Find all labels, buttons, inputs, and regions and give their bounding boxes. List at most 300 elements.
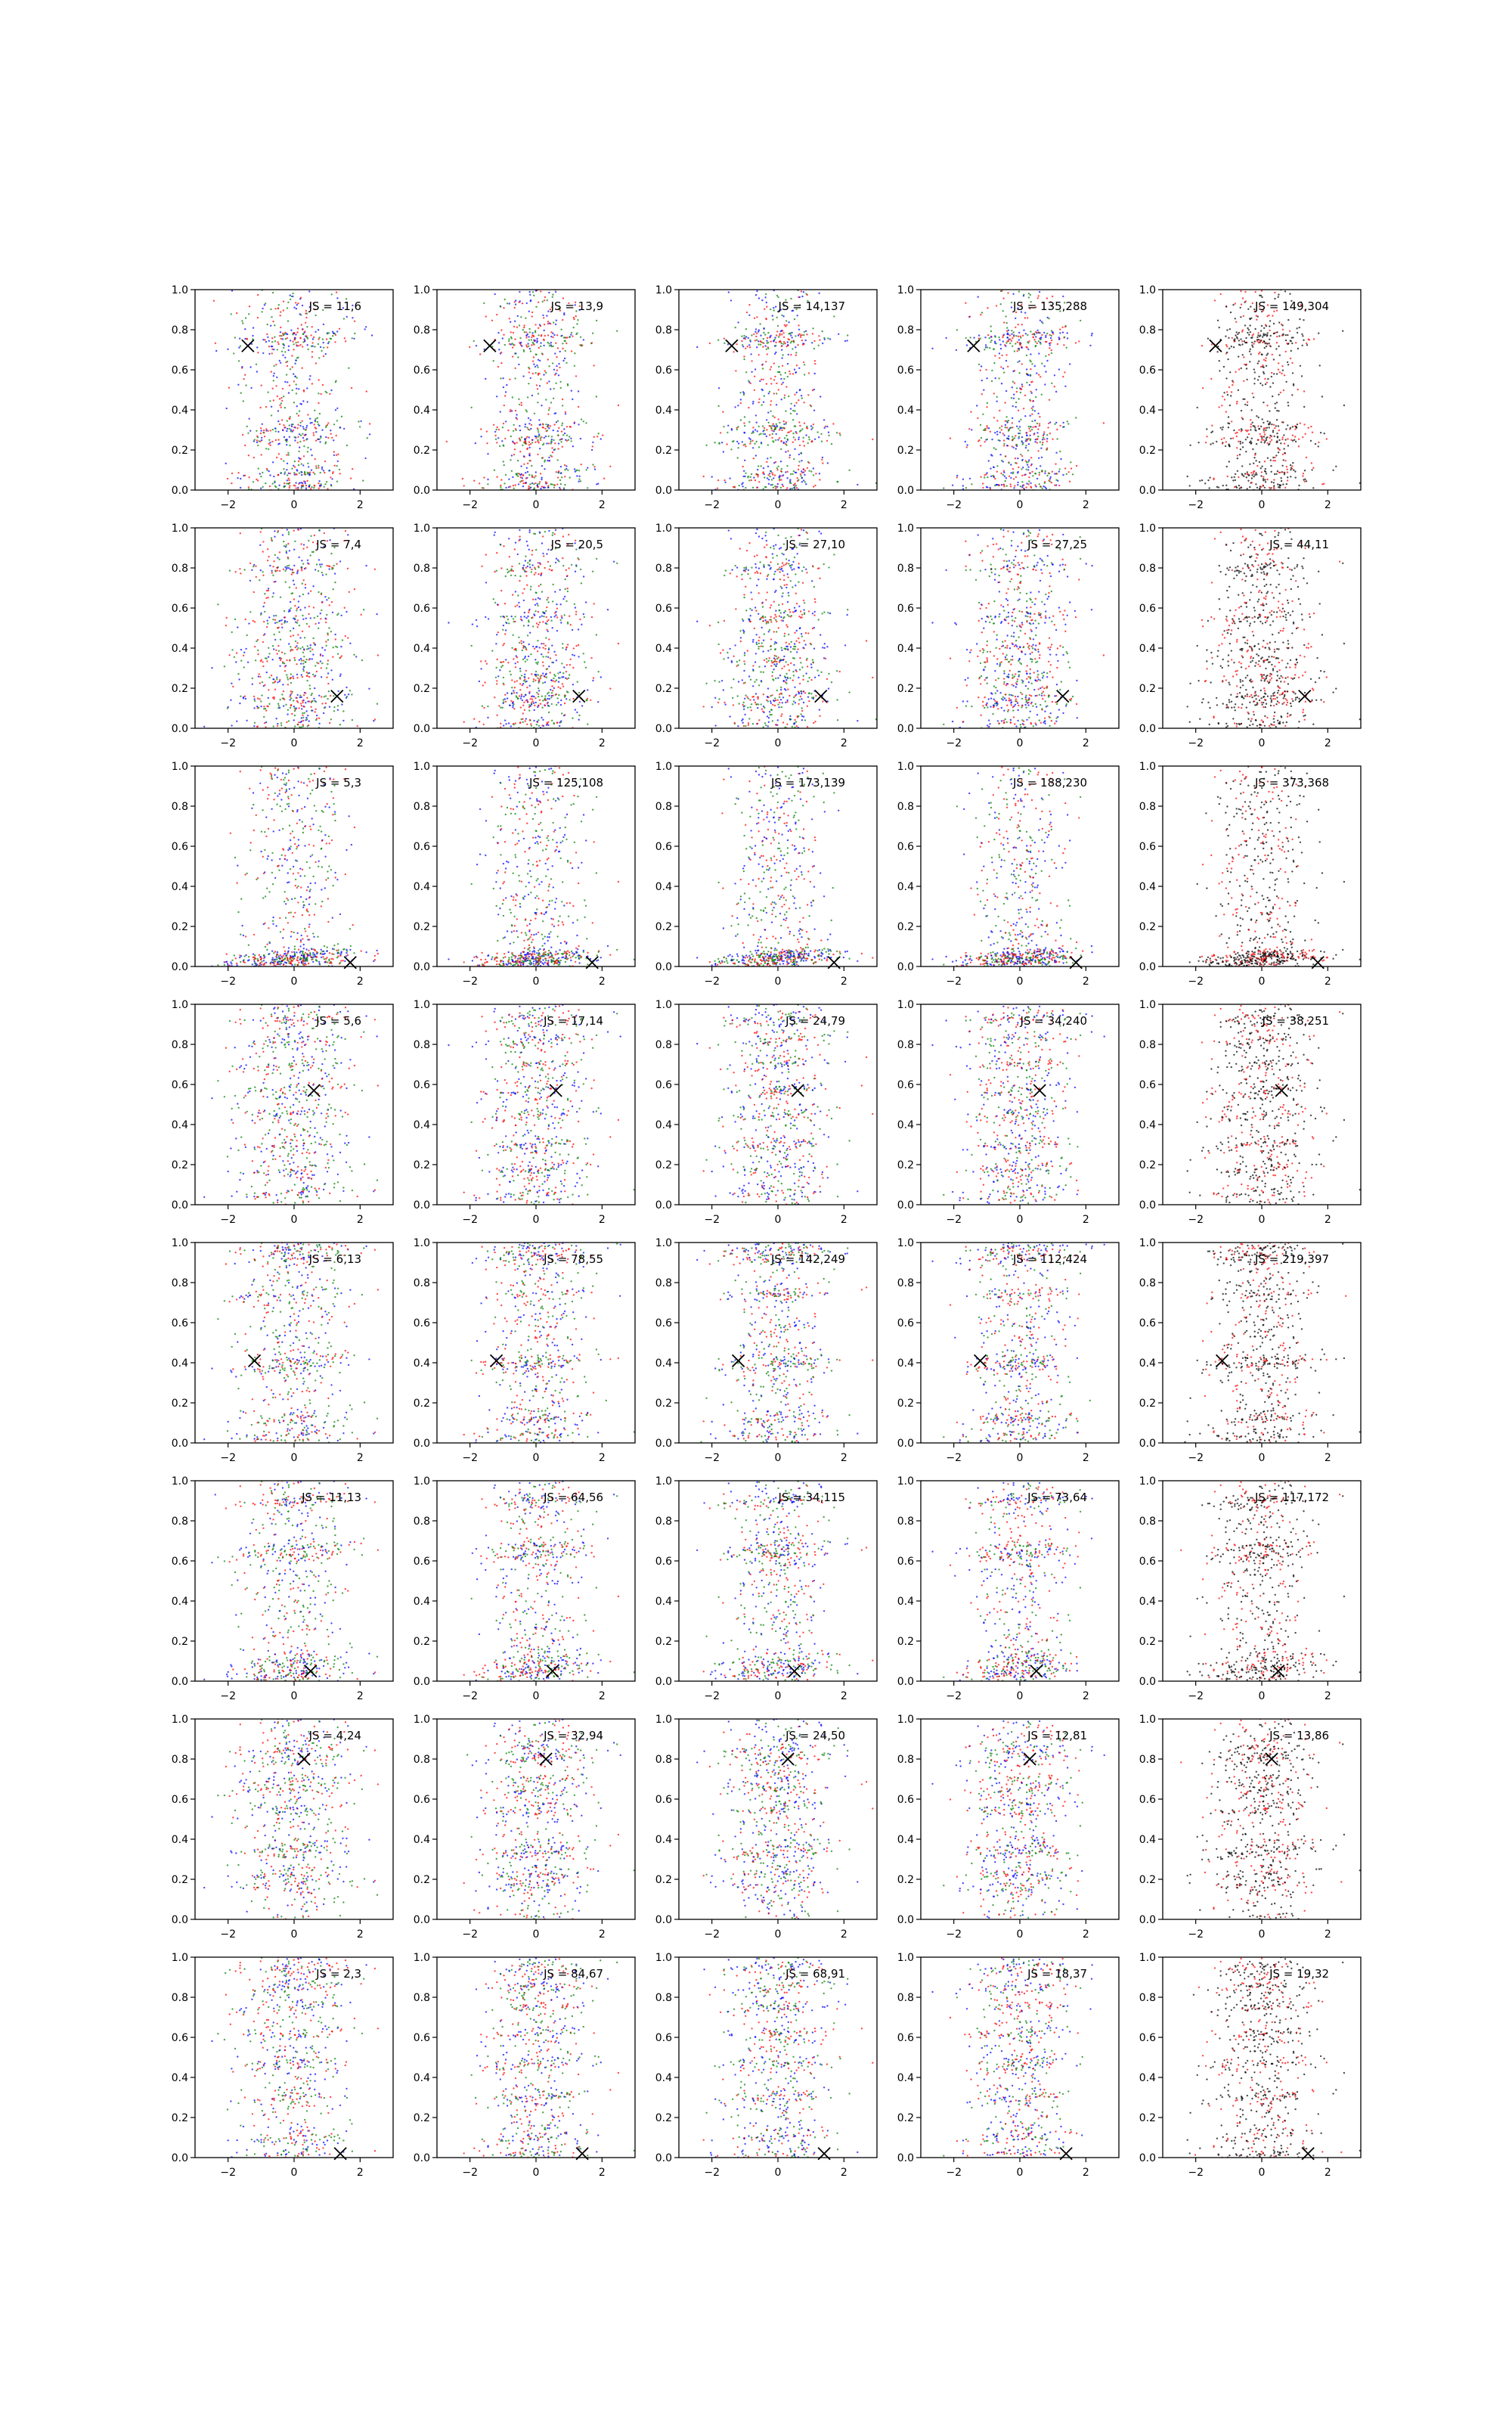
- scatter-point: [566, 426, 568, 427]
- scatter-point: [1259, 342, 1260, 343]
- scatter-point: [1295, 476, 1297, 478]
- scatter-point: [538, 436, 539, 437]
- scatter-point: [260, 427, 262, 429]
- scatter-point: [315, 440, 317, 442]
- scatter-point: [256, 439, 258, 441]
- scatter-point: [554, 533, 556, 535]
- scatter-point: [801, 340, 803, 341]
- scatter-point: [1025, 445, 1027, 446]
- scatter-point: [1017, 341, 1018, 343]
- scatter-point: [547, 358, 549, 360]
- scatter-point: [494, 532, 496, 533]
- scatter-point: [312, 674, 314, 675]
- scatter-point: [569, 436, 570, 437]
- scatter-point: [1254, 340, 1256, 342]
- scatter-point: [1253, 457, 1255, 458]
- scatter-point: [277, 653, 278, 654]
- scatter-point: [296, 383, 297, 385]
- scatter-point: [525, 720, 526, 721]
- scatter-point: [293, 549, 295, 551]
- scatter-point: [779, 422, 780, 424]
- scatter-point: [1058, 470, 1060, 472]
- scatter-point: [540, 424, 541, 425]
- scatter-point: [1066, 347, 1067, 349]
- scatter-point: [1031, 392, 1033, 394]
- scatter-point: [296, 413, 298, 414]
- scatter-point: [1021, 386, 1023, 387]
- scatter-point: [293, 628, 294, 629]
- scatter-point: [313, 607, 314, 608]
- scatter-point: [279, 570, 280, 572]
- scatter-point: [794, 410, 795, 411]
- scatter-point: [303, 694, 305, 696]
- scatter-point: [297, 341, 299, 343]
- scatter-point: [578, 476, 580, 477]
- scatter-point: [519, 342, 520, 343]
- scatter-point: [1264, 347, 1266, 349]
- scatter-point: [993, 417, 995, 418]
- scatter-point: [794, 318, 795, 320]
- scatter-point: [315, 467, 317, 469]
- scatter-point: [1032, 409, 1033, 411]
- scatter-point: [280, 327, 281, 328]
- scatter-point: [1269, 427, 1270, 428]
- scatter-point: [279, 666, 280, 667]
- scatter-point: [1039, 483, 1040, 485]
- scatter-point: [327, 672, 329, 674]
- scatter-point: [253, 725, 255, 727]
- scatter-point: [1301, 334, 1303, 335]
- scatter-point: [277, 410, 279, 411]
- scatter-point: [821, 441, 823, 442]
- scatter-point: [551, 436, 553, 437]
- scatter-point: [296, 677, 298, 678]
- scatter-point: [315, 418, 317, 420]
- x-tick-label: 0: [1259, 499, 1266, 511]
- scatter-point: [283, 334, 284, 335]
- scatter-point: [525, 331, 527, 333]
- scatter-point: [258, 467, 259, 469]
- scatter-point: [750, 441, 751, 442]
- scatter-point: [304, 712, 305, 714]
- scatter-point: [526, 427, 528, 428]
- scatter-point: [1018, 410, 1019, 411]
- scatter-point: [321, 563, 323, 565]
- scatter-point: [788, 354, 789, 355]
- scatter-point: [496, 396, 497, 397]
- scatter-point: [284, 622, 285, 623]
- scatter-point: [718, 443, 720, 445]
- scatter-point: [780, 427, 782, 428]
- scatter-point: [226, 408, 228, 409]
- scatter-point: [564, 464, 565, 466]
- scatter-point: [986, 425, 987, 427]
- scatter-point: [557, 448, 559, 449]
- scatter-point: [1266, 427, 1268, 429]
- scatter-point: [540, 346, 541, 347]
- scatter-point: [1263, 334, 1264, 336]
- scatter-point: [321, 572, 323, 573]
- scatter-point: [522, 445, 523, 446]
- scatter-point: [752, 401, 754, 402]
- scatter-point: [528, 625, 529, 626]
- scatter-point: [1027, 461, 1029, 462]
- scatter-point: [1003, 470, 1005, 472]
- scatter-point: [521, 619, 522, 621]
- scatter-point: [741, 336, 742, 337]
- scatter-point: [1310, 426, 1312, 427]
- scatter-point: [767, 474, 769, 476]
- scatter-point: [548, 638, 550, 640]
- scatter-point: [989, 487, 990, 489]
- scatter-point: [1046, 448, 1048, 449]
- scatter-point: [1012, 386, 1013, 388]
- scatter-point: [740, 399, 742, 400]
- scatter-point: [1241, 428, 1242, 430]
- y-tick-label: 1.0: [1139, 284, 1156, 296]
- scatter-point: [735, 327, 736, 328]
- scatter-point: [1001, 355, 1002, 356]
- scatter-point: [483, 476, 485, 478]
- scatter-point: [1238, 389, 1239, 391]
- scatter-point: [825, 426, 826, 427]
- scatter-point: [1021, 383, 1023, 385]
- scatter-point: [488, 618, 489, 619]
- scatter-point: [255, 566, 256, 567]
- scatter-point: [538, 678, 540, 680]
- scatter-point: [931, 348, 933, 349]
- scatter-point: [529, 632, 531, 634]
- scatter-point: [1041, 321, 1043, 322]
- scatter-point: [538, 327, 539, 329]
- scatter-point: [354, 588, 355, 590]
- scatter-point: [1272, 315, 1273, 316]
- scatter-point: [335, 638, 336, 640]
- scatter-point: [532, 361, 534, 362]
- scatter-point: [274, 554, 276, 556]
- scatter-point: [745, 487, 746, 489]
- scatter-point: [271, 414, 272, 416]
- scatter-point: [1026, 355, 1027, 356]
- scatter-point: [572, 667, 574, 669]
- scatter-point: [301, 708, 302, 709]
- scatter-point: [754, 479, 756, 481]
- scatter-point: [286, 482, 287, 484]
- scatter-point: [318, 662, 319, 664]
- scatter-point: [1010, 483, 1012, 485]
- scatter-point: [528, 474, 530, 476]
- js-label: JS = 7,4: [315, 538, 361, 551]
- scatter-point: [737, 405, 739, 406]
- scatter-point: [742, 482, 743, 483]
- scatter-point: [1075, 417, 1077, 418]
- scatter-point: [763, 328, 764, 330]
- scatter-point: [541, 405, 542, 406]
- scatter-point: [334, 582, 336, 583]
- scatter-point: [1222, 429, 1223, 430]
- scatter-point: [806, 426, 807, 427]
- scatter-point: [1021, 324, 1023, 325]
- scatter-point: [1300, 365, 1301, 367]
- scatter-point: [564, 614, 565, 616]
- scatter-point: [1033, 337, 1034, 338]
- scatter-point: [1002, 335, 1004, 337]
- scatter-point: [1222, 485, 1224, 486]
- scatter-point: [756, 346, 758, 348]
- scatter-point: [546, 607, 547, 608]
- scatter-point: [276, 622, 277, 623]
- scatter-point: [755, 328, 757, 330]
- scatter-point: [292, 430, 293, 432]
- scatter-point: [291, 573, 293, 575]
- scatter-point: [339, 328, 340, 330]
- scatter-point: [303, 670, 305, 672]
- scatter-point: [749, 340, 751, 341]
- scatter-point: [777, 466, 779, 467]
- scatter-point: [766, 340, 767, 342]
- scatter-point: [547, 620, 548, 622]
- scatter-point: [578, 628, 579, 630]
- scatter-point: [273, 592, 274, 594]
- scatter-point: [534, 709, 535, 711]
- scatter-point: [305, 587, 306, 588]
- scatter-point: [522, 705, 524, 706]
- scatter-point: [547, 698, 548, 700]
- scatter-point: [544, 648, 546, 650]
- scatter-point: [273, 560, 274, 562]
- scatter-point: [572, 629, 573, 631]
- scatter-point: [1278, 394, 1279, 396]
- scatter-point: [1025, 432, 1027, 433]
- scatter-point: [523, 696, 525, 697]
- scatter-point: [305, 692, 306, 693]
- scatter-point: [559, 439, 560, 440]
- scatter-point: [1278, 448, 1279, 450]
- scatter-point: [764, 395, 765, 396]
- scatter-point: [288, 643, 290, 644]
- scatter-point: [525, 567, 527, 569]
- scatter-point: [530, 419, 531, 420]
- scatter-point: [551, 644, 553, 646]
- scatter-point: [1232, 337, 1233, 339]
- scatter-point: [260, 700, 262, 702]
- scatter-point: [318, 439, 319, 440]
- scatter-point: [754, 340, 756, 341]
- scatter-point: [249, 306, 250, 307]
- scatter-point: [780, 378, 782, 380]
- scatter-point: [299, 697, 301, 698]
- scatter-point: [1272, 396, 1273, 397]
- scatter-point: [263, 685, 265, 687]
- scatter-point: [764, 486, 766, 488]
- scatter-point: [273, 648, 274, 650]
- scatter-point: [1005, 354, 1007, 355]
- scatter-point: [345, 340, 346, 342]
- scatter-point: [1257, 332, 1259, 334]
- scatter-point: [1034, 426, 1036, 427]
- scatter-point: [318, 591, 319, 593]
- scatter-point: [807, 394, 809, 396]
- scatter-point: [543, 487, 544, 489]
- scatter-point: [243, 569, 245, 570]
- scatter-point: [299, 422, 301, 424]
- scatter-point: [324, 596, 326, 597]
- scatter-point: [1313, 338, 1315, 340]
- scatter-point: [521, 436, 522, 438]
- scatter-point: [1266, 405, 1268, 406]
- scatter-point: [1256, 315, 1257, 316]
- scatter-point: [1254, 328, 1256, 330]
- scatter-point: [311, 658, 313, 659]
- scatter-point: [554, 681, 556, 682]
- scatter-point: [476, 619, 477, 621]
- scatter-point: [537, 388, 538, 389]
- y-tick-label: 0.8: [655, 324, 672, 337]
- scatter-point: [814, 363, 816, 365]
- scatter-point: [274, 536, 275, 538]
- scatter-point: [1292, 372, 1294, 374]
- scatter-point: [239, 568, 240, 569]
- scatter-point: [293, 719, 295, 721]
- scatter-point: [483, 302, 485, 304]
- scatter-point: [735, 370, 736, 371]
- scatter-point: [1015, 318, 1016, 319]
- scatter-point: [473, 480, 475, 482]
- scatter-point: [1311, 462, 1312, 464]
- scatter-point: [540, 439, 541, 441]
- scatter-point: [742, 441, 743, 442]
- scatter-point: [593, 466, 595, 467]
- scatter-point: [268, 590, 269, 591]
- scatter-point: [287, 302, 289, 303]
- scatter-point: [758, 481, 760, 482]
- scatter-point: [321, 667, 322, 669]
- scatter-point: [279, 442, 280, 444]
- scatter-point: [290, 330, 292, 331]
- scatter-point: [765, 293, 767, 295]
- scatter-point: [299, 482, 300, 483]
- scatter-point: [1024, 395, 1026, 396]
- scatter-point: [298, 464, 299, 466]
- scatter-point: [770, 428, 772, 430]
- scatter-point: [752, 487, 754, 489]
- scatter-point: [508, 622, 510, 624]
- scatter-point: [734, 486, 736, 488]
- scatter-point: [287, 677, 288, 678]
- scatter-point: [1240, 441, 1241, 442]
- scatter-point: [303, 666, 305, 668]
- scatter-point: [1281, 480, 1282, 482]
- scatter-point: [572, 698, 574, 700]
- scatter-point: [262, 486, 264, 488]
- scatter-point: [528, 417, 529, 419]
- scatter-point: [781, 383, 782, 385]
- scatter-point: [1225, 441, 1227, 442]
- scatter-point: [1013, 487, 1015, 489]
- scatter-point: [1044, 473, 1046, 474]
- scatter-point: [717, 340, 719, 341]
- scatter-point: [1012, 436, 1013, 437]
- scatter-point: [804, 445, 805, 446]
- scatter-point: [1284, 452, 1285, 454]
- scatter-point: [270, 430, 271, 431]
- scatter-point: [500, 411, 501, 412]
- scatter-point: [287, 678, 289, 680]
- scatter-point: [259, 682, 261, 684]
- scatter-point: [1260, 475, 1262, 476]
- scatter-point: [1308, 427, 1309, 429]
- scatter-point: [298, 415, 299, 417]
- scatter-point: [994, 432, 996, 433]
- scatter-point: [1044, 383, 1046, 385]
- scatter-point: [774, 337, 776, 338]
- scatter-point: [286, 333, 287, 334]
- scatter-point: [290, 294, 291, 296]
- scatter-point: [503, 625, 504, 626]
- scatter-point: [286, 674, 287, 675]
- scatter-point: [1070, 467, 1072, 469]
- scatter-point: [248, 455, 249, 456]
- scatter-point: [1048, 423, 1049, 424]
- scatter-point: [1078, 340, 1080, 342]
- scatter-point: [596, 436, 598, 437]
- scatter-point: [1321, 396, 1323, 397]
- scatter-point: [263, 716, 265, 718]
- scatter-point: [773, 424, 774, 425]
- scatter-point: [305, 719, 306, 721]
- scatter-point: [569, 674, 570, 675]
- scatter-point: [1027, 464, 1028, 465]
- scatter-point: [989, 347, 990, 349]
- scatter-point: [810, 428, 812, 430]
- scatter-point: [542, 444, 544, 445]
- scatter-point: [284, 666, 286, 667]
- scatter-point: [534, 372, 536, 374]
- scatter-point: [1293, 384, 1294, 386]
- scatter-point: [535, 702, 537, 703]
- scatter-point: [558, 442, 559, 444]
- scatter-point: [788, 396, 789, 397]
- scatter-point: [532, 342, 534, 343]
- scatter-point: [301, 474, 302, 476]
- scatter-point: [351, 693, 352, 695]
- scatter-point: [311, 694, 312, 696]
- scatter-point: [775, 342, 776, 343]
- scatter-point: [812, 327, 813, 329]
- scatter-point: [541, 542, 543, 544]
- scatter-point: [1018, 348, 1020, 349]
- scatter-point: [528, 532, 530, 533]
- scatter-point: [510, 409, 511, 411]
- scatter-point: [333, 695, 334, 697]
- scatter-point: [1278, 451, 1279, 453]
- scatter-point: [1251, 438, 1253, 439]
- scatter-point: [326, 599, 327, 600]
- scatter-point: [1049, 433, 1051, 434]
- scatter-point: [556, 365, 557, 367]
- scatter-point: [537, 640, 538, 641]
- scatter-point: [506, 616, 507, 617]
- scatter-point: [1270, 459, 1272, 461]
- scatter-point: [1046, 475, 1048, 476]
- scatter-point: [262, 575, 264, 576]
- scatter-point: [290, 635, 291, 637]
- scatter-point: [996, 431, 998, 433]
- scatter-point: [1290, 467, 1292, 469]
- scatter-point: [1280, 392, 1281, 393]
- scatter-point: [275, 385, 277, 386]
- scatter-point: [1226, 329, 1228, 330]
